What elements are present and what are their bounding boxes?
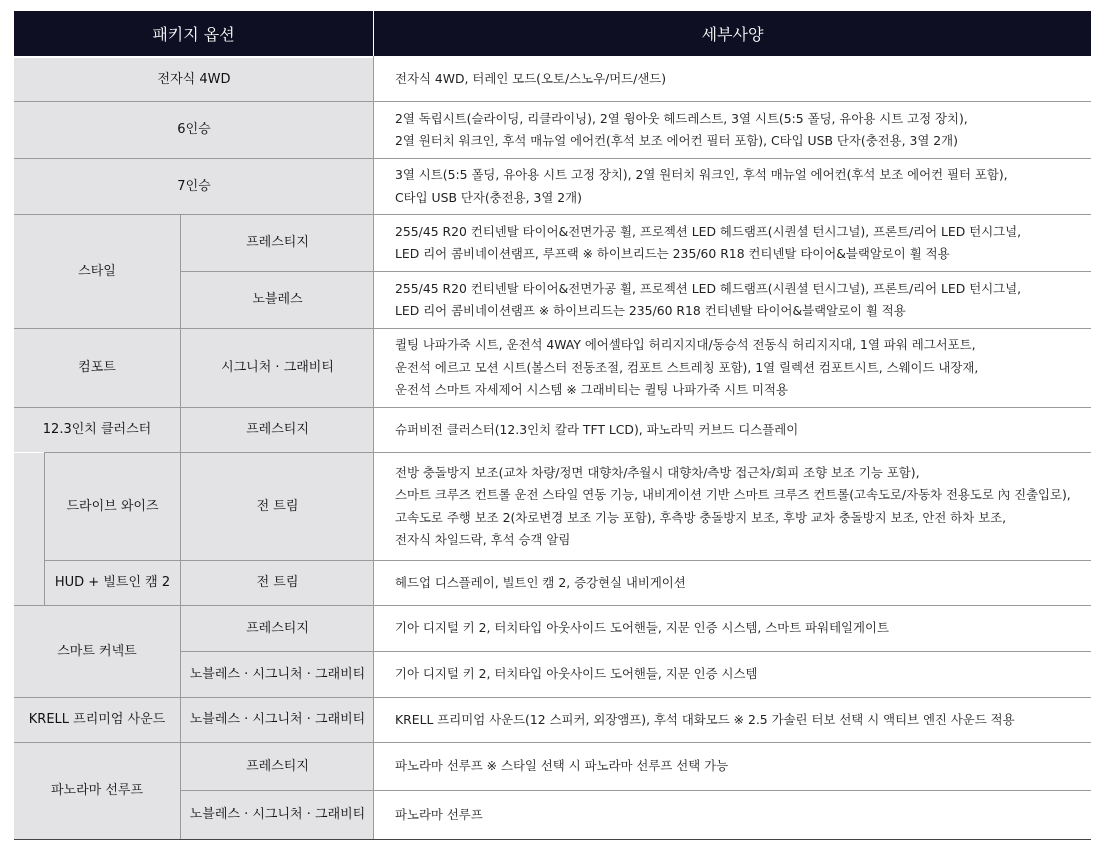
details-4wd xyxy=(374,58,1091,101)
details-7-seater xyxy=(374,159,1091,214)
details-smart-connect-noblesse xyxy=(374,652,1091,697)
trim-style-noblesse: 노블레스 xyxy=(181,272,374,328)
header-package-option: 패키지 옵션 xyxy=(14,11,373,56)
row-divider xyxy=(14,742,1091,743)
trim-cluster: 프레스티지 xyxy=(181,408,374,452)
option-style: 스타일 xyxy=(14,215,180,328)
trim-style-prestige: 프레스티지 xyxy=(181,215,374,271)
row-divider xyxy=(14,328,1091,329)
header-details: 세부사양 xyxy=(374,11,1091,56)
column-divider xyxy=(373,56,374,839)
option-smart-connect: 스마트 커넥트 xyxy=(14,606,180,697)
detail-line: 운전석 에르고 모션 시트(볼스터 전동조절, 컴포트 스트레칭 포함), 1열 릴렉션 컴포트시트, 스웨이드 내장재, xyxy=(395,359,979,375)
detail-line: C타입 USB 단자(충전용, 3열 2개) xyxy=(395,189,582,205)
row-divider xyxy=(14,605,1091,606)
option-krell: KRELL 프리미엄 사운드 xyxy=(14,698,180,742)
option-comfort: 컴포트 xyxy=(14,329,180,407)
option-drive-wise: 드라이브 와이즈 xyxy=(45,453,180,560)
detail-line: 스마트 크루즈 컨트롤 운전 스타일 연동 기능, 내비게이션 기반 스마트 크루즈 컨트롤(고속도로/자동차 전용도로 內 진출입로), xyxy=(395,487,1071,502)
detail-line: 3열 시트(5:5 폴딩, 유아용 시트 고정 장치), 2열 원터치 워크인, 후석 매뉴얼 에어컨(후석 보조 에어컨 필터 포함), xyxy=(395,167,1008,182)
detail-line: KRELL 프리미엄 사운드(12 스피커, 외장앰프), 후석 대화모드 ※ 2.5 가솔린 터보 선택 시 액티브 엔진 사운드 적용 xyxy=(395,711,1015,727)
details-comfort xyxy=(374,329,1091,407)
trim-drive-wise: 전 트림 xyxy=(181,453,374,560)
row-divider xyxy=(181,651,1091,652)
detail-line: LED 리어 콤비네이션램프, 루프랙 ※ 하이브리드는 235/60 R18 컨티넨탈 타이어&블랙알로이 휠 적용 xyxy=(395,246,950,261)
detail-line: 전자식 차일드락, 후석 승객 알림 xyxy=(395,532,571,547)
option-sunroof: 파노라마 선루프 xyxy=(14,743,180,839)
row-divider xyxy=(45,452,1091,453)
detail-line: 고속도로 주행 보조 2(차로변경 보조 기능 포함), 후측방 충돌방지 보조, 후방 교차 충돌방지 보조, 안전 하차 보조, xyxy=(395,509,1007,525)
trim-comfort: 시그니처 · 그래비티 xyxy=(181,329,374,407)
detail-line: 파노라마 선루프 ※ 스타일 선택 시 파노라마 선루프 선택 가능 xyxy=(395,758,729,774)
table-bottom-border xyxy=(14,839,1091,840)
trim-smart-connect-prestige: 프레스티지 xyxy=(181,606,374,651)
trim-sunroof-noblesse: 노블레스 · 시그니처 · 그래비티 xyxy=(181,791,374,839)
detail-line: 2열 독립시트(슬라이딩, 리클라이닝), 2열 윙아웃 헤드레스트, 3열 시트(5:5 폴딩, 유아용 시트 고정 장치), xyxy=(395,110,968,126)
detail-line: 슈퍼비전 클러스터(12.3인치 칼라 TFT LCD), 파노라믹 커브드 디스플레이 xyxy=(395,421,799,437)
package-options-table xyxy=(14,11,1091,840)
row-divider xyxy=(14,158,1091,159)
detail-line: 전방 충돌방지 보조(교차 차량/정면 대향차/추월시 대향차/측방 접근차/회피 조향 보조 기능 포함), xyxy=(395,464,920,480)
option-7-seater: 7인승 xyxy=(14,159,374,214)
detail-line: 전자식 4WD, 터레인 모드(오토/스노우/머드/샌드) xyxy=(395,71,667,87)
details-sunroof-noblesse xyxy=(374,791,1091,839)
details-drive-wise xyxy=(374,453,1091,560)
trim-hud: 전 트림 xyxy=(181,561,374,605)
detail-line: 운전석 스마트 자세제어 시스템 ※ 그래비티는 퀼팅 나파가죽 시트 미적용 xyxy=(395,382,788,398)
column-divider xyxy=(180,214,181,839)
option-6-seater: 6인승 xyxy=(14,102,374,158)
option-hud: HUD + 빌트인 캠 2 xyxy=(45,561,180,605)
trim-smart-connect-noblesse: 노블레스 · 시그니처 · 그래비티 xyxy=(181,652,374,697)
details-krell xyxy=(374,698,1091,742)
details-style-prestige xyxy=(374,215,1091,271)
detail-line: LED 리어 콤비네이션램프 ※ 하이브리드는 235/60 R18 컨티넨탈 타이어&블랙알로이 휠 적용 xyxy=(395,303,906,318)
detail-line: 퀼팅 나파가죽 시트, 운전석 4WAY 에어셀타입 허리지지대/동승석 전동식 허리지지대, 1열 파워 레그서포트, xyxy=(395,337,976,353)
details-sunroof-prestige xyxy=(374,743,1091,790)
trim-krell: 노블레스 · 시그니처 · 그래비티 xyxy=(181,698,374,742)
details-cluster xyxy=(374,408,1091,452)
detail-line: 2열 원터치 워크인, 후석 매뉴얼 에어컨(후석 보조 에어컨 필터 포함), C타입 USB 단자(충전용, 3열 2개) xyxy=(395,133,958,148)
row-divider xyxy=(181,271,1091,272)
details-6-seater xyxy=(374,102,1091,158)
option-4wd: 전자식 4WD xyxy=(14,58,374,101)
row-divider xyxy=(45,560,1091,561)
row-divider xyxy=(14,407,1091,408)
details-hud xyxy=(374,561,1091,605)
row-divider xyxy=(181,790,1091,791)
option-cluster: 12.3인치 클러스터 xyxy=(14,408,180,452)
detail-line: 기아 디지털 키 2, 터치타입 아웃사이드 도어핸들, 지문 인증 시스템 xyxy=(395,666,758,682)
column-divider xyxy=(44,452,45,605)
cluster-indent-block xyxy=(14,453,44,605)
detail-line: 255/45 R20 컨티넨탈 타이어&전면가공 휠, 프로젝션 LED 헤드램프(시퀀셜 턴시그널), 프론트/리어 LED 턴시그널, xyxy=(395,223,1022,239)
trim-sunroof-prestige: 프레스티지 xyxy=(181,743,374,790)
details-smart-connect-prestige xyxy=(374,606,1091,651)
row-divider xyxy=(14,214,1091,215)
row-divider xyxy=(14,697,1091,698)
detail-line: 기아 디지털 키 2, 터치타입 아웃사이드 도어핸들, 지문 인증 시스템, 스마트 파워테일게이트 xyxy=(395,620,889,636)
row-divider xyxy=(14,101,1091,102)
detail-line: 헤드업 디스플레이, 빌트인 캠 2, 증강현실 내비게이션 xyxy=(395,574,686,590)
detail-line: 파노라마 선루프 xyxy=(395,806,483,822)
details-style-noblesse xyxy=(374,272,1091,328)
detail-line: 255/45 R20 컨티넨탈 타이어&전면가공 휠, 프로젝션 LED 헤드램프(시퀀셜 턴시그널), 프론트/리어 LED 턴시그널, xyxy=(395,280,1022,296)
